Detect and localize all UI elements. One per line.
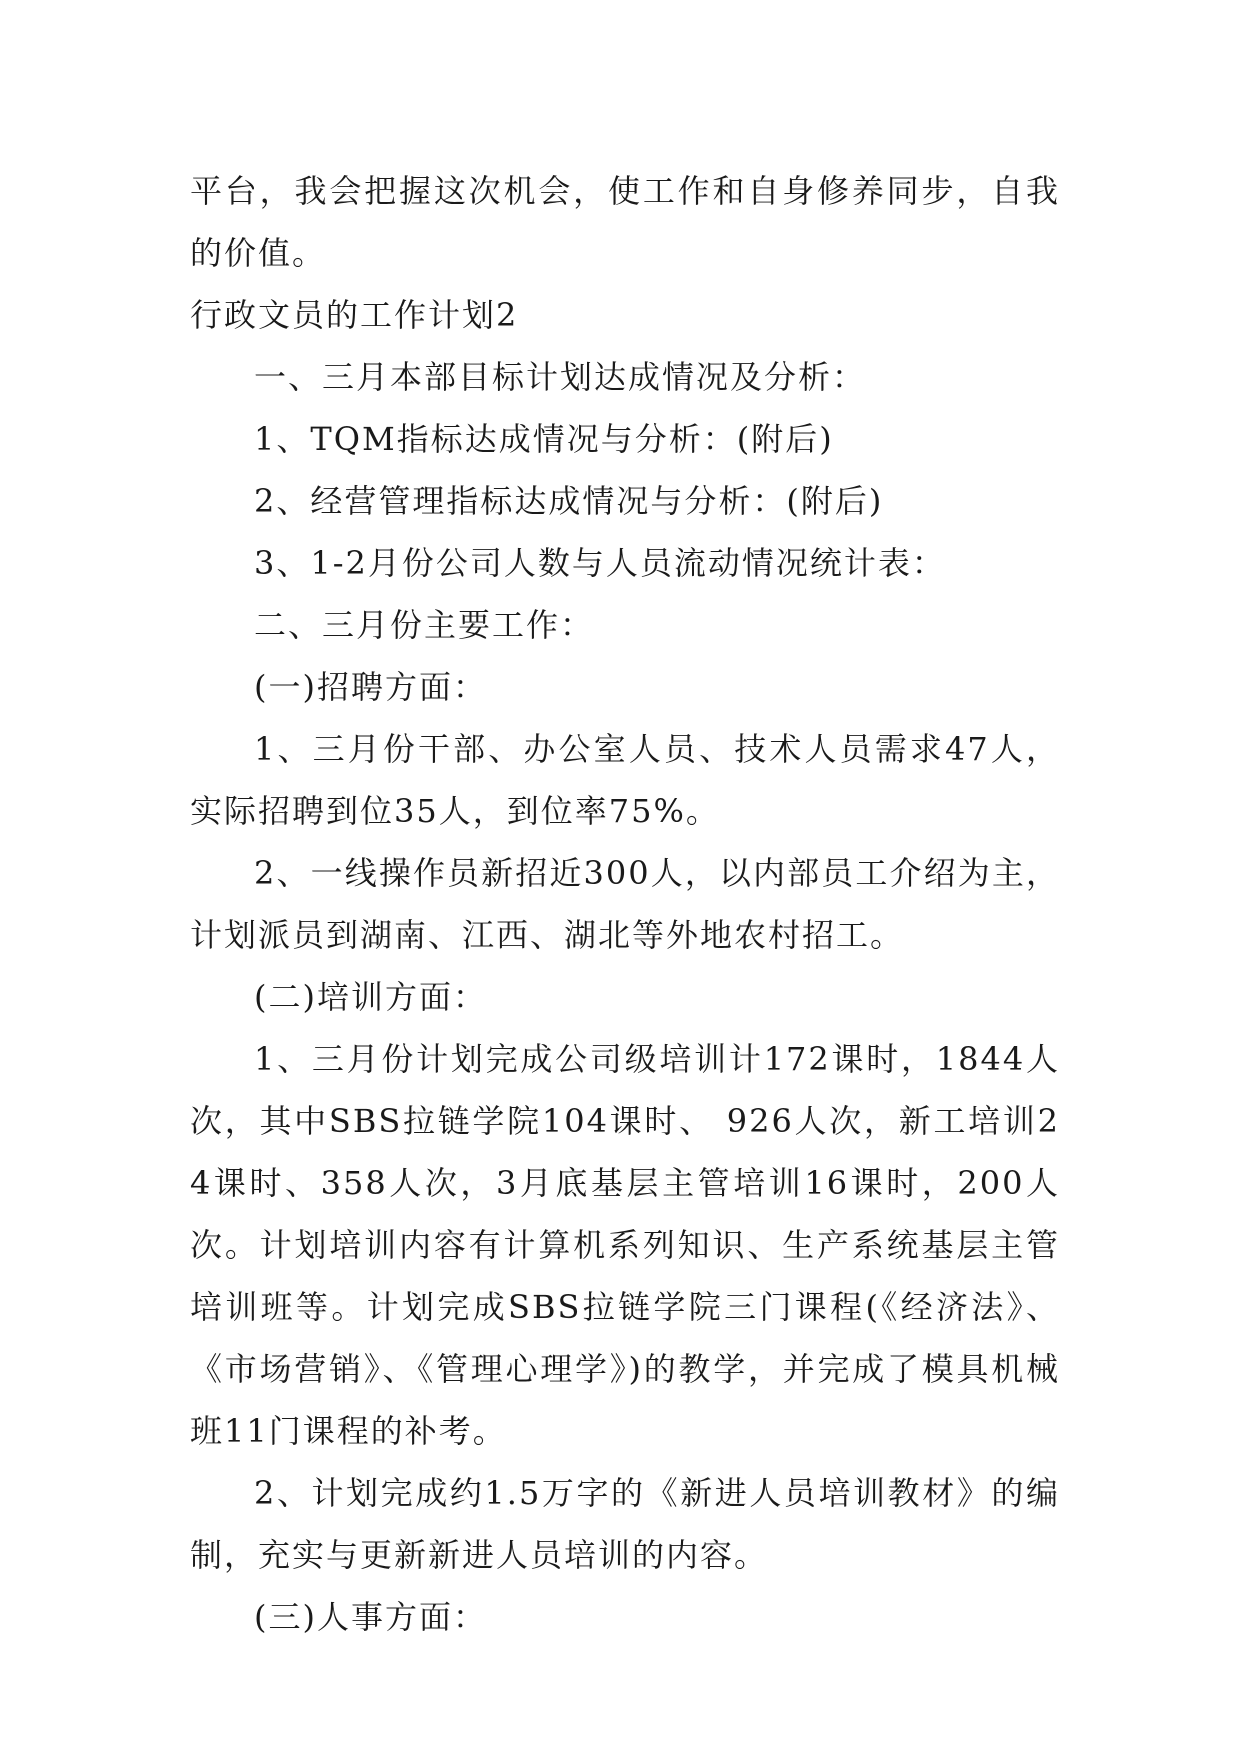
paragraph: (一)招聘方面： [254,668,487,706]
paragraph: 1、三月份干部、办公室人员、技术人员需求47人，实际招聘到位35人，到位率75%。 [190,730,1060,830]
paragraph: 平台，我会把握这次机会，使工作和自身修养同步，自我的价值。 [190,172,1060,272]
paragraph: 1、TQM指标达成情况与分析：(附后) [254,420,834,458]
paragraph: 2、经营管理指标达成情况与分析：(附后) [254,482,884,520]
paragraph: 1、三月份计划完成公司级培训计172课时，1844人次，其中SBS拉链学院104课时、 926人次，新工培训24课时、358人次，3月底基层主管培训16课时，200人次。计划培训内容有计算机系列知识、生产系统基层主管培训班等。计划完成SBS拉链学院三门课程(《经济法》、《市场营销》、《管理心理学》)的教学，并完成了模具机械班11门课程的补考。 [190,1040,1060,1450]
paragraph: 一、三月本部目标计划达成情况及分析： [254,358,867,396]
paragraph: 3、1-2月份公司人数与人员流动情况统计表： [254,544,946,582]
paragraph: 2、一线操作员新招近300人，以内部员工介绍为主，计划派员到湖南、江西、湖北等外地农村招工。 [190,854,1060,954]
document-body [190,160,1060,1648]
paragraph: 2、计划完成约1.5万字的《新进人员培训教材》的编制，充实与更新新进人员培训的内容。 [190,1474,1060,1574]
paragraph: (三)人事方面： [254,1598,487,1636]
section-heading: 行政文员的工作计划2 [190,296,519,334]
paragraph: (二)培训方面： [254,978,487,1016]
paragraph: 二、三月份主要工作： [254,606,595,644]
